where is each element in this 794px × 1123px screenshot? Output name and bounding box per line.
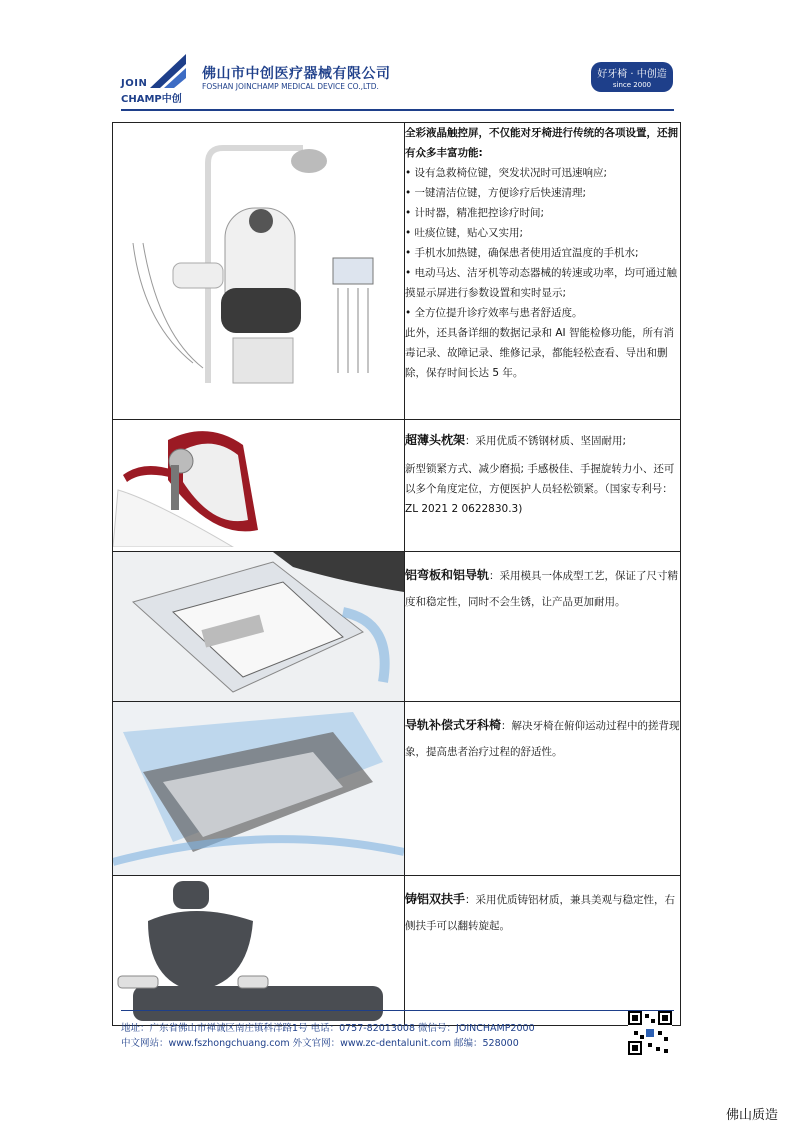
company-logo-icon xyxy=(150,54,186,88)
headrest-image xyxy=(113,420,404,551)
compensation-chair-image xyxy=(113,702,404,875)
armrest-chair-image xyxy=(113,876,404,1025)
company-name-cn: 佛山市中创医疗器械有限公司 xyxy=(202,66,391,82)
compensation-title: 导轨补偿式牙科椅 xyxy=(405,718,502,732)
table-row xyxy=(113,552,681,702)
logo-text-join: JOIN xyxy=(121,78,148,89)
armrest-desc: ：采用优质铸铝材质，兼具美观与稳定性，右侧扶手可以翻转旋起。 xyxy=(405,894,676,932)
page-header xyxy=(0,0,794,120)
aluminum-rail-image xyxy=(113,552,404,701)
rail-title: 铝弯板和铝导轨 xyxy=(405,568,490,582)
table-row xyxy=(113,702,681,876)
qr-code-icon xyxy=(628,1011,672,1055)
table-row xyxy=(113,123,681,420)
footer-websites: 中文网站：www.fszhongchuang.com 外文官网：www.zc-dentalunit.com 邮编：528000 xyxy=(121,1038,519,1049)
slogan-badge xyxy=(591,62,673,92)
slogan-since: since 2000 xyxy=(612,81,652,89)
company-name-en: FOSHAN JOINCHAMP MEDICAL DEVICE CO.,LTD. xyxy=(202,82,379,91)
rail-desc: ：采用模具一体成型工艺，保证了尺寸精度和稳定性，同时不会生锈，让产品更加耐用。 xyxy=(405,570,679,608)
footer-divider xyxy=(121,1010,674,1011)
dental-unit-image xyxy=(113,123,404,419)
compensation-desc: ：解决牙椅在俯仰运动过程中的搓背现象，提高患者治疗过程的舒适性。 xyxy=(405,720,680,758)
feature-bullet: • 设有急救椅位键，突发状况时可迅速响应; xyxy=(405,167,608,179)
feature-bullet: • 计时器，精准把控诊疗时间; xyxy=(405,207,545,219)
feature-bullet: • 手机水加热键，确保患者使用适宜温度的手机水; xyxy=(405,247,639,259)
data-record-text: 此外，还具备详细的数据记录和 AI 智能检修功能，所有消毒记录、故障记录、维修记录，都能轻松查看、导出和删除，保存时间长达 5 年。 xyxy=(405,327,674,379)
armrest-title: 铸铝双扶手 xyxy=(405,892,466,906)
headrest-desc: ：采用优质不锈钢材质、坚固耐用; xyxy=(465,435,627,447)
footer-contact: 地址：广东省佛山市禅诚区南庄镇科洋路1号 电话：0757-82013008 微信号：JOINCHAMP2000 xyxy=(121,1023,535,1034)
table-row xyxy=(113,876,681,1026)
table-row xyxy=(113,420,681,552)
feature-bullet: • 一键清洁位键，方便诊疗后快速清理; xyxy=(405,187,587,199)
feature-table xyxy=(112,122,681,1026)
headrest-desc-detail: 新型锁紧方式、减少磨损; 手感极佳、手握旋转力小、还可以多个角度定位，方便医护人员轻松锁紧。（国家专利号：ZL 2021 2 0622830.3) xyxy=(405,463,675,515)
feature-bullet: • 吐痰位键，贴心又实用; xyxy=(405,227,524,239)
touchscreen-lead: 全彩液晶触控屏，不仅能对牙椅进行传统的各项设置，还拥有众多丰富功能: xyxy=(405,127,678,159)
feature-bullet: • 全方位提升诊疗效率与患者舒适度。 xyxy=(405,307,583,319)
made-in-label: 佛山质造 xyxy=(726,1108,779,1123)
logo-text-champ: CHAMP中创 xyxy=(121,94,182,105)
header-divider xyxy=(121,109,674,111)
headrest-title: 超薄头枕架 xyxy=(405,433,466,447)
slogan-main: 好牙椅 · 中创造 xyxy=(597,69,667,80)
feature-bullet: • 电动马达、洁牙机等动态器械的转速或功率，均可通过触摸显示屏进行参数设置和实时显示; xyxy=(405,267,678,299)
